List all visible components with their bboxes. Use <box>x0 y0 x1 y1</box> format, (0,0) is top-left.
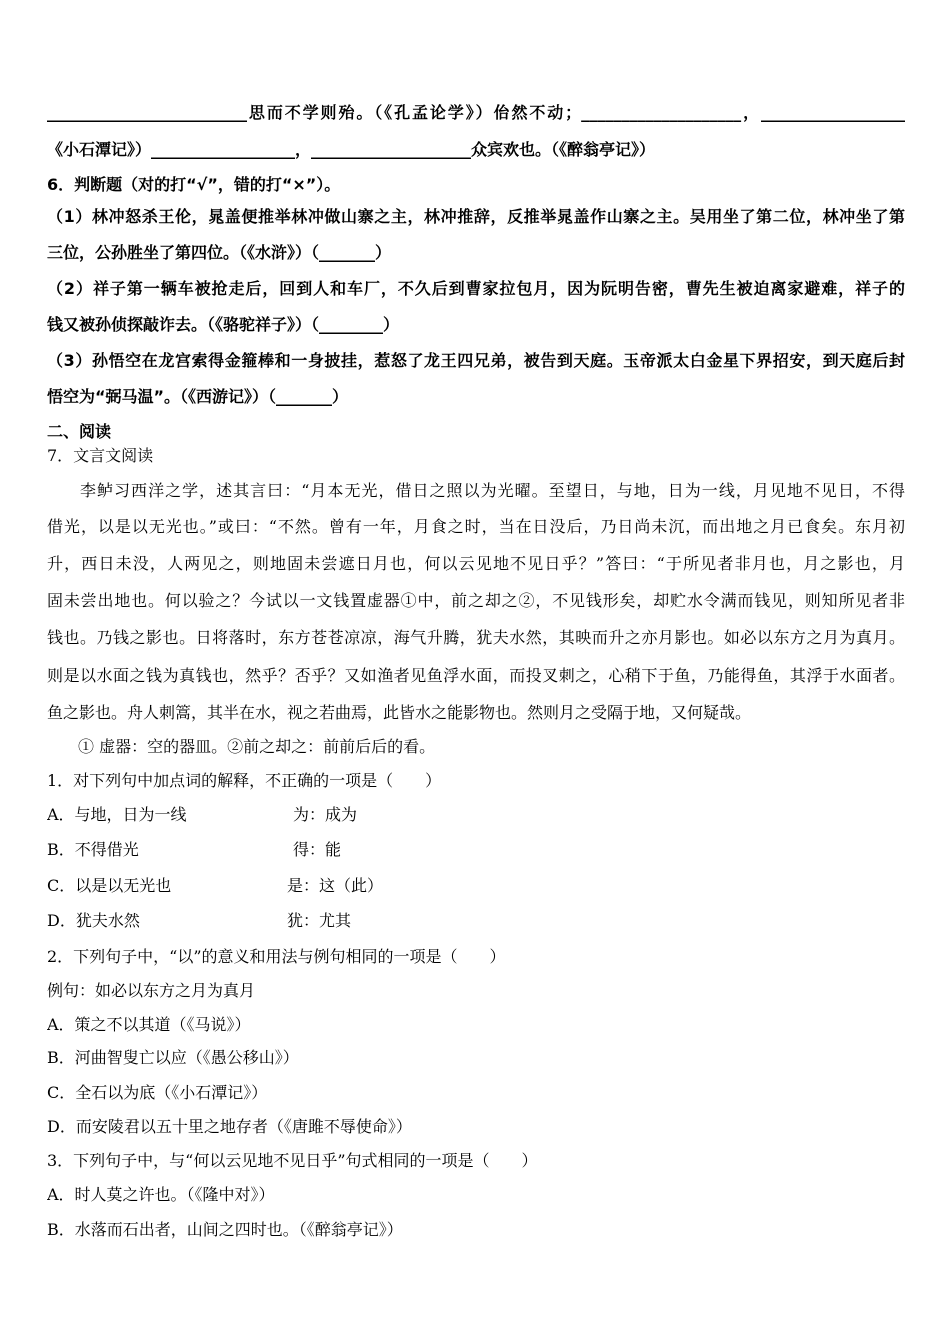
option-gloss: 犹：尤其 <box>287 911 352 930</box>
q7-3-option-b: B．水落而石出者，山间之四时也。（《醉翁亭记》） <box>47 1220 403 1239</box>
q7-1-option-d <box>47 908 905 934</box>
passage-line-7: 鱼之影也。舟人刺篙，其半在水，视之若曲焉，此皆水之能影物也。然则月之受隔于地，又何疑哉。 <box>47 703 752 722</box>
option-text: D．犹夫水然 <box>47 911 140 930</box>
q7-3-option-a: A．时人莫之许也。（《隆中对》） <box>47 1185 275 1204</box>
q7-1-option-b <box>47 837 905 863</box>
q7-1-stem: 1．对下列句中加点词的解释，不正确的一项是（ ） <box>47 771 442 790</box>
q6-item-1-line-2: 三位，公孙胜坐了第四位。（《水浒》）（_______） <box>47 243 392 262</box>
option-text: A．与地，日为一线 <box>47 805 187 824</box>
passage-line-4: 固未尝出地也。何以验之？今试以一文钱置虚器①中，前之却之②，不见钱形矣，却贮水令满而钱见，则知所见者非 <box>47 591 905 610</box>
option-text: B．不得借光 <box>47 840 139 859</box>
section-2-title: 二、阅读 <box>47 422 112 441</box>
q7-2-option-b: B．河曲智叟亡以应（《愚公移山》） <box>47 1048 299 1067</box>
q7-2-option-a: A．策之不以其道（《马说》） <box>47 1015 251 1034</box>
option-gloss: 得：能 <box>293 840 342 859</box>
option-gloss: 为：成为 <box>293 805 358 824</box>
passage-line-6: 则是以水面之钱为真钱也，然乎？否乎？又如渔者见鱼浮水面，而投叉刺之，心稍下于鱼，乃能得鱼，其浮于水面者。 <box>47 666 905 685</box>
q7-2-option-c: C．全石以为底（《小石潭记》） <box>47 1083 268 1102</box>
q6-item-2-line-2: 钱又被孙侦探敲诈去。（《骆驼祥子》）（________） <box>47 315 400 334</box>
passage-line-3: 升，西日未没，人两见之，则地固未尝遮日月也，何以云见地不见日乎？”答曰：“于所见者非月也，月之影也，月 <box>47 554 905 573</box>
fill-in-line-2: 《小石潭记》）__________________，____________________众宾欢也。（《醉翁亭记》） <box>47 140 656 159</box>
passage-line-5: 钱也。乃钱之影也。日将落时，东方苍苍凉凉，海气升腾，犹夫水然，其映而升之亦月影也。如必以东方之月为真月。 <box>47 628 905 647</box>
q7-2-example: 例句：如必以东方之月为真月 <box>47 981 256 1000</box>
option-gloss: 是：这（此） <box>287 876 384 895</box>
q7-1-option-c <box>47 873 905 899</box>
q7-1-option-a <box>47 802 905 828</box>
fill-in-line-1: _________________________思而不学则殆。（《孔孟论学》）佁然不动；____________________，__________________ <box>47 103 905 122</box>
passage-notes: ① 虚器：空的器皿。②前之却之：前前后后的看。 <box>78 737 436 756</box>
q6-title: 6．判断题（对的打“√”，错的打“×”）。 <box>47 175 341 194</box>
option-text: C．以是以无光也 <box>47 876 172 895</box>
q7-title: 7．文言文阅读 <box>47 446 154 465</box>
q7-2-option-d: D．而安陵君以五十里之地存者（《唐雎不辱使命》） <box>47 1117 412 1136</box>
q6-item-3-line-2: 悟空为“弼马温”。（《西游记》）（_______） <box>47 387 349 406</box>
passage-line-1: 李鲈习西洋之学，述其言曰：“月本无光，借日之照以为光曜。至望日，与地，日为一线，月见地不见日，不得 <box>80 481 905 500</box>
q7-3-stem: 3．下列句子中，与“何以云见地不见日乎”句式相同的一项是（ ） <box>47 1151 538 1170</box>
passage-line-2: 借光，以是以无光也。”或曰：“不然。曾有一年，月食之时，当在日没后，乃日尚未沉，而出地之月已食矣。东月初 <box>47 517 905 536</box>
q6-item-2-line-1: （2）祥子第一辆车被抢走后，回到人和车厂，不久后到曹家拉包月，因为阮明告密，曹先生被迫离家避难，祥子的 <box>47 279 905 298</box>
q6-item-1-line-1: （1）林冲怒杀王伦，晁盖便推举林冲做山寨之主，林冲推辞，反推举晁盖作山寨之主。吴用坐了第二位，林冲坐了第 <box>47 207 905 226</box>
q7-2-stem: 2．下列句子中，“以”的意义和用法与例句相同的一项是（ ） <box>47 947 506 966</box>
q6-item-3-line-1: （3）孙悟空在龙宫索得金箍棒和一身披挂，惹怒了龙王四兄弟，被告到天庭。玉帝派太白金星下界招安，到天庭后封 <box>47 351 905 370</box>
